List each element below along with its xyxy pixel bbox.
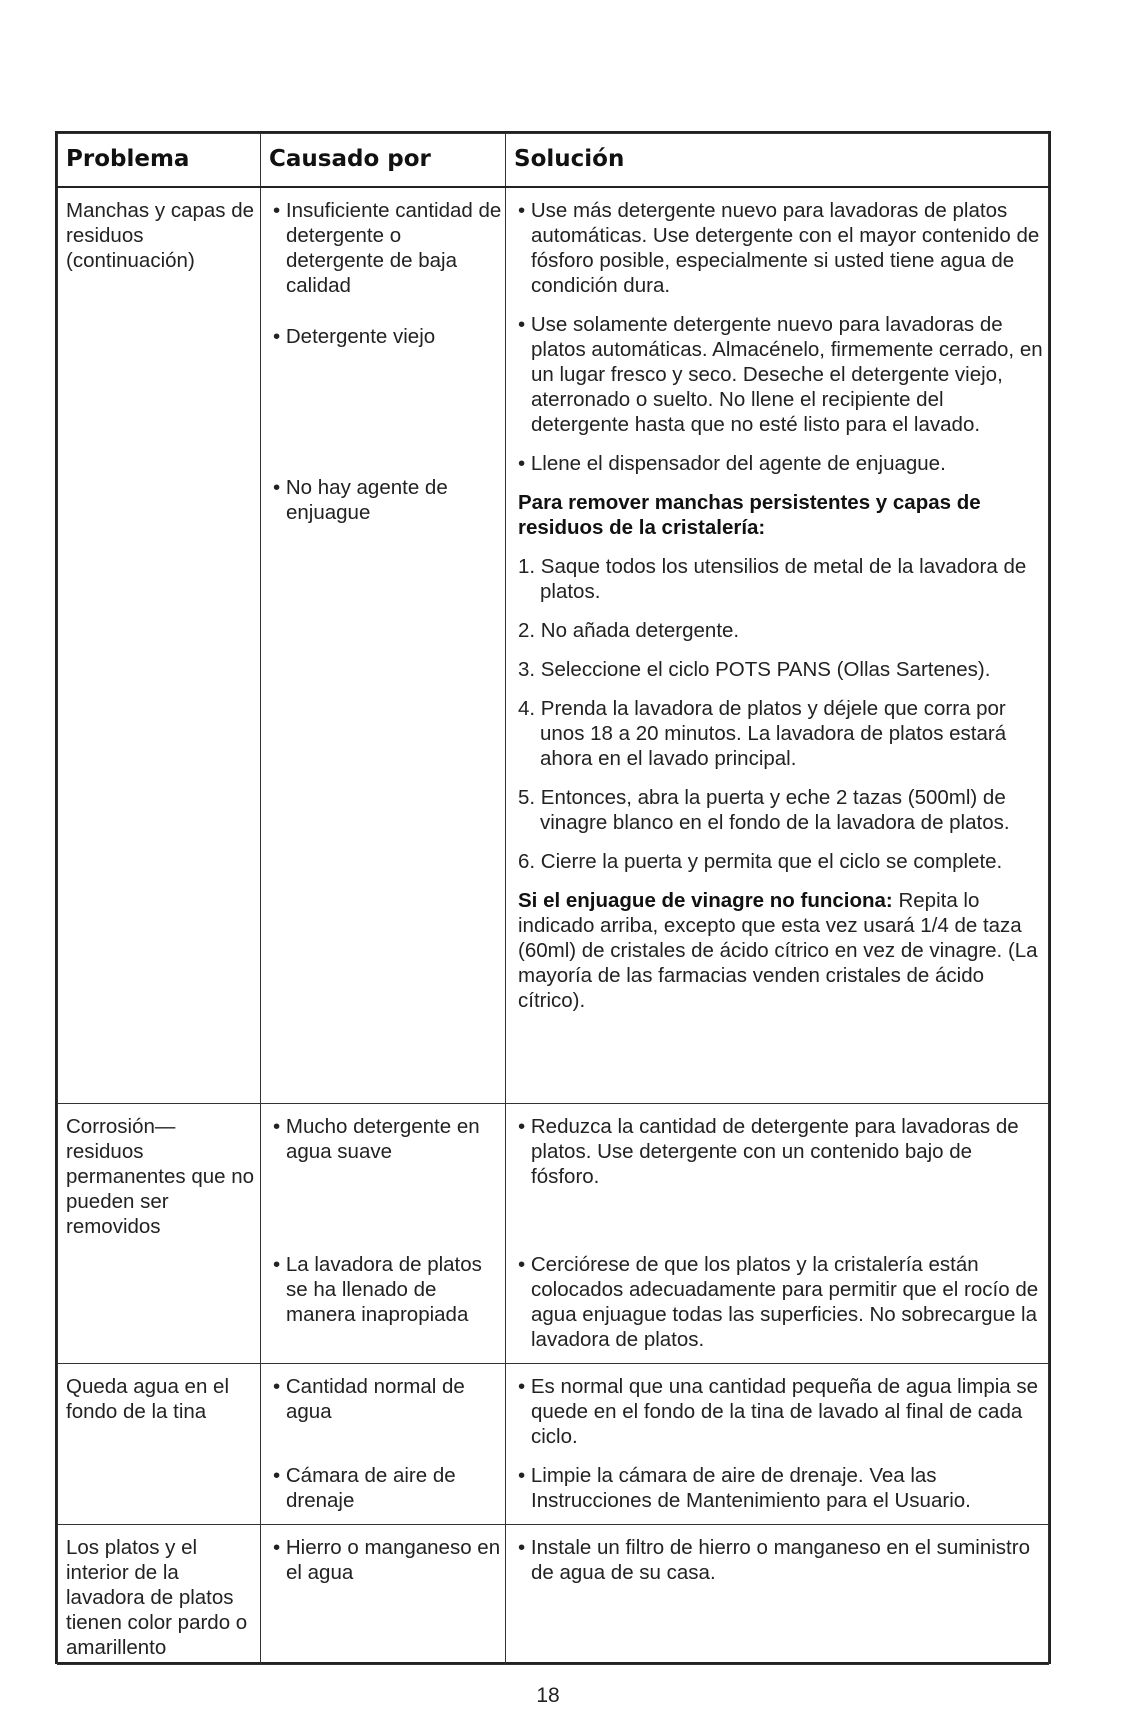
solution-item: • Instale un filtro de hierro o manganeso en el suministro de agua de su casa. [518, 1536, 1030, 1584]
cause-item: • Cámara de aire de drenaje [273, 1464, 456, 1512]
table-row [58, 1525, 1049, 1665]
list-item: 1. Saque todos los utensilios de metal de la lavadora de platos. [518, 554, 1027, 603]
note-label: Si el enjuague de vinagre no funciona: [518, 888, 893, 912]
cause-cell [261, 187, 506, 1104]
note-text: Repita lo indicado arriba, excepto que esta vez usará 1/4 de taza (60ml) de cristales de ácido cítrico en vez de vinagre. (La mayoría de las farmacias venden cristales de ácido cítrico). [518, 888, 1038, 1012]
solution-item: • Use solamente detergente nuevo para lavadoras de platos automáticas. Almacénelo, firmemente cerrado, en un lugar fresco y seco. Deseche el detergente viejo, aterronado o suelto. No llene el recipiente del detergente hasta que no esté listo para el lavado. [518, 312, 1043, 436]
table-row [58, 1104, 1049, 1364]
note [518, 888, 1046, 1013]
solution-item: • Es normal que una cantidad pequeña de agua limpia se quede en el fondo de la tina de lavado al final de cada ciclo. [518, 1375, 1039, 1448]
cause-item: • Detergente viejo [273, 324, 436, 348]
cause-cell [261, 1364, 506, 1525]
problem-cell: Los platos y el interior de la lavadora de platos tienen color pardo o amarillento [58, 1525, 261, 1665]
solution-cell [506, 1525, 1049, 1665]
header-problem: Problema [58, 134, 261, 187]
solution-cell [506, 1104, 1049, 1364]
list-item: 4. Prenda la lavadora de platos y déjele que corra por unos 18 a 20 minutos. La lavadora de platos estará ahora en el lavado principal. [518, 696, 1007, 770]
problem-cell: Queda agua en el fondo de la tina [58, 1364, 261, 1525]
list-item: 5. Entonces, abra la puerta y eche 2 tazas (500ml) de vinagre blanco en el fondo de la lavadora de platos. [518, 785, 1010, 834]
problem-cell: Corrosión— residuos permanentes que no pueden ser removidos [58, 1104, 261, 1364]
solution-cell [506, 187, 1049, 1104]
solution-item: • Cerciórese de que los platos y la cristalería están colocados adecuadamente para permitir que el rocío de agua enjuague todas las superficies. No sobrecargue la lavadora de platos. [518, 1253, 1039, 1351]
list-item: 6. Cierre la puerta y permita que el ciclo se complete. [518, 849, 1003, 873]
problem-cell: Manchas y capas de residuos (continuación) [58, 187, 261, 1104]
cause-item: • Mucho detergente en agua suave [273, 1115, 480, 1163]
list-item: 3. Seleccione el ciclo POTS PANS (Ollas Sartenes). [518, 657, 991, 681]
page-number: 18 [536, 1684, 560, 1707]
solution-item: • Use más detergente nuevo para lavadoras de platos automáticas. Use detergente con el mayor contenido de fósforo posible, especialmente si usted tiene agua de condición dura. [518, 198, 1040, 297]
cause-cell [261, 1104, 506, 1364]
solution-item: • Reduzca la cantidad de detergente para lavadoras de platos. Use detergente con un contenido bajo de fósforo. [518, 1115, 1019, 1188]
cause-cell [261, 1525, 506, 1665]
troubleshooting-table [55, 131, 1051, 1664]
cause-item: • Hierro o manganeso en el agua [273, 1536, 501, 1584]
cause-item: • Insuficiente cantidad de detergente o detergente de baja calidad [273, 198, 502, 297]
table-row [58, 187, 1049, 1104]
table-row [58, 1364, 1049, 1525]
solution-cell [506, 1364, 1049, 1525]
steps-list [518, 554, 1046, 874]
cause-item: • La lavadora de platos se ha llenado de manera inapropiada [273, 1253, 482, 1326]
cause-item: • Cantidad normal de agua [273, 1375, 465, 1423]
list-item: 2. No añada detergente. [518, 618, 740, 642]
cause-item: • No hay agente de enjuague [273, 475, 448, 524]
solution-item: • Limpie la cámara de aire de drenaje. Vea las Instrucciones de Mantenimiento para el Usuario. [518, 1464, 971, 1512]
subheading: Para remover manchas persistentes y capas de residuos de la cristalería: [518, 490, 981, 539]
header-solution: Solución [506, 134, 1049, 187]
solution-item: • Llene el dispensador del agente de enjuague. [518, 451, 946, 475]
header-row [58, 134, 1049, 187]
header-cause: Causado por [261, 134, 506, 187]
